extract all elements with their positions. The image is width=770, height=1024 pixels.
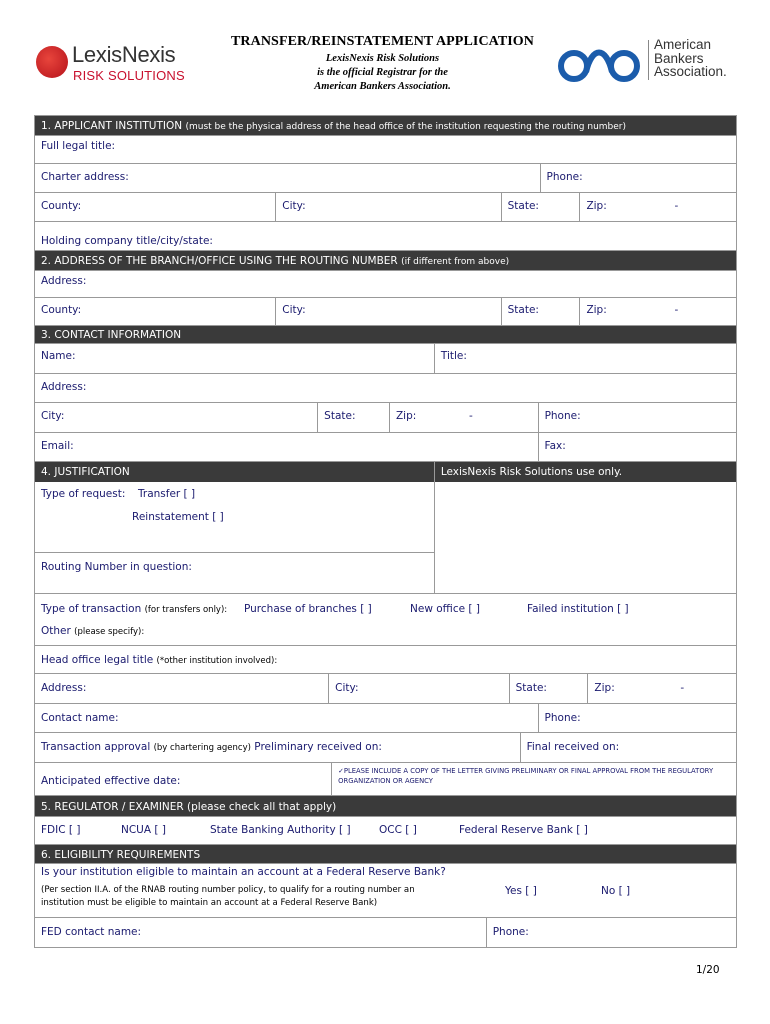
section-1-note: (must be the physical address of the head office of the institution requesting the routing number) (185, 122, 626, 132)
s3-state-label: State: (324, 410, 356, 422)
s1-phone-label: Phone: (546, 171, 583, 183)
s1-phone-field[interactable] (541, 164, 736, 192)
new-office-checkbox[interactable]: New office [ ] (410, 603, 480, 615)
s3-zip-dash: - (468, 410, 473, 422)
s1-zip-label: Zip: (586, 200, 607, 212)
section-1-heading (35, 116, 736, 136)
s4-zip-field[interactable] (588, 674, 736, 703)
section-4-heading (35, 462, 435, 482)
fed-phone-field[interactable] (487, 918, 736, 947)
by-agency-note: (by chartering agency) (153, 743, 251, 753)
s3-name-field[interactable] (35, 344, 435, 373)
aba-logo (556, 38, 736, 88)
lexis-logo-sub: RISK SOLUTIONS (73, 68, 185, 83)
s4-address-label: Address: (41, 682, 87, 694)
application-form (34, 115, 737, 948)
transaction-type-field (35, 594, 736, 646)
head-office-label: Head office legal title (41, 654, 154, 666)
s1-county-field[interactable] (35, 193, 276, 221)
aba-line-3: Association. (654, 64, 727, 79)
s4-address-field[interactable] (35, 674, 329, 703)
section-2-note: (if different from above) (401, 257, 510, 267)
transaction-type-label: Type of transaction (41, 603, 142, 615)
s3-email-field[interactable] (35, 433, 539, 461)
s2-zip-label: Zip: (586, 304, 607, 316)
s3-title-field[interactable] (435, 344, 736, 373)
effective-date-label: Anticipated effective date: (41, 775, 181, 787)
approval-letter-note: ✓PLEASE INCLUDE A COPY OF THE LETTER GIVING PRELIMINARY OR FINAL APPROVAL FROM THE REGULATORY ORGANIZATION OR AGENCY (338, 767, 714, 785)
s4-city-label: City: (335, 682, 359, 694)
section-6-title: 6. ELIGIBILITY REQUIREMENTS (41, 849, 201, 861)
subtitle-line-3: American Bankers Association. (314, 81, 451, 92)
section-6-heading (35, 845, 736, 864)
type-of-request-field (35, 482, 434, 553)
eligibility-yes-checkbox[interactable]: Yes [ ] (505, 885, 537, 897)
s4-city-field[interactable] (329, 674, 509, 703)
preliminary-received-field[interactable] (35, 733, 521, 762)
routing-number-field[interactable] (35, 553, 434, 593)
page-header (0, 0, 770, 115)
title-block (225, 34, 540, 94)
fed-phone-label: Phone: (492, 926, 529, 938)
eligibility-question-text: Is your institution eligible to maintain an account at a Federal Reserve Bank? (41, 866, 446, 878)
purchase-branches-checkbox[interactable]: Purchase of branches [ ] (244, 603, 372, 615)
lexisnexis-globe-icon (36, 46, 68, 78)
s3-zip-label: Zip: (395, 410, 417, 422)
head-office-field[interactable] (35, 646, 736, 673)
s2-state-label: State: (507, 304, 539, 316)
s1-city-field[interactable] (276, 193, 501, 221)
routing-number-label: Routing Number in question: (41, 561, 192, 573)
s2-zip-field[interactable] (580, 298, 736, 325)
ncua-checkbox[interactable]: NCUA [ ] (121, 824, 166, 836)
section-5-title: 5. REGULATOR / EXAMINER (please check all that apply) (41, 801, 337, 813)
page-title: TRANSFER/REINSTATEMENT APPLICATION (230, 34, 535, 49)
subtitle-line-1: LexisNexis Risk Solutions (325, 53, 440, 64)
other-label: Other (41, 625, 71, 637)
s4-phone-label: Phone: (544, 712, 581, 724)
regulator-options (35, 817, 736, 845)
s3-state-field[interactable] (318, 403, 390, 432)
aba-text (654, 38, 727, 79)
s4-state-label: State: (515, 682, 547, 694)
section-3-heading (35, 326, 736, 344)
fed-contact-field[interactable] (35, 918, 487, 947)
full-legal-title-label: Full legal title: (41, 140, 116, 152)
s3-phone-field[interactable] (539, 403, 736, 432)
s2-state-field[interactable] (502, 298, 581, 325)
section-1-title: 1. APPLICANT INSTITUTION (41, 120, 183, 132)
transaction-approval-label: Transaction approval (41, 741, 151, 753)
lexisnexis-logo (36, 40, 196, 86)
s1-city-label: City: (282, 200, 306, 212)
section-3-title: 3. CONTACT INFORMATION (41, 329, 182, 341)
s2-county-label: County: (41, 304, 82, 316)
state-banking-checkbox[interactable]: State Banking Authority [ ] (210, 824, 351, 836)
federal-reserve-checkbox[interactable]: Federal Reserve Bank [ ] (459, 824, 588, 836)
final-received-label: Final received on: (526, 741, 620, 753)
transfer-checkbox[interactable]: Transfer [ ] (138, 488, 196, 500)
s3-fax-label: Fax: (544, 440, 566, 452)
s2-address-field[interactable] (35, 271, 736, 297)
eligibility-question (35, 864, 736, 918)
please-specify-note: (please specify): (74, 627, 145, 637)
aba-line-1: American (654, 37, 712, 52)
s4-contact-field[interactable] (35, 704, 539, 732)
s4-zip-label: Zip: (594, 682, 615, 694)
aba-separator (648, 40, 649, 80)
section-4-title: 4. JUSTIFICATION (41, 466, 130, 478)
failed-institution-checkbox[interactable]: Failed institution [ ] (527, 603, 629, 615)
holding-company-label: Holding company title/city/state: (41, 235, 213, 247)
s3-city-field[interactable] (35, 403, 318, 432)
s3-name-label: Name: (41, 350, 76, 362)
final-received-field[interactable] (521, 733, 736, 762)
s3-address-field[interactable] (35, 374, 736, 402)
s3-fax-field[interactable] (539, 433, 736, 461)
s2-county-field[interactable] (35, 298, 276, 325)
s1-county-label: County: (41, 200, 82, 212)
occ-checkbox[interactable]: OCC [ ] (379, 824, 417, 836)
s4-contact-label: Contact name: (41, 712, 119, 724)
fdic-checkbox[interactable]: FDIC [ ] (41, 824, 81, 836)
aba-line-2: Bankers (654, 50, 704, 66)
s3-city-label: City: (41, 410, 65, 422)
type-of-request-label: Type of request: (41, 488, 126, 500)
s2-address-label: Address: (41, 275, 87, 287)
full-legal-title-field[interactable] (35, 136, 736, 163)
fed-contact-label: FED contact name: (41, 926, 142, 938)
section-2-title: 2. ADDRESS OF THE BRANCH/OFFICE USING THE ROUTING NUMBER (41, 255, 398, 267)
s2-city-field[interactable] (276, 298, 501, 325)
use-only-heading (435, 462, 736, 482)
section-5-heading (35, 796, 736, 817)
effective-date-field[interactable] (35, 763, 332, 795)
use-only-box (435, 482, 736, 593)
s2-zip-dash: - (674, 304, 679, 316)
preliminary-label: Preliminary received on: (254, 741, 382, 753)
other-institution-note: (*other institution involved): (156, 656, 278, 666)
s2-city-label: City: (282, 304, 306, 316)
s3-email-label: Email: (41, 440, 74, 452)
s1-state-field[interactable] (502, 193, 581, 221)
lexis-logo-name: LexisNexis (72, 42, 176, 67)
reinstatement-checkbox[interactable]: Reinstatement [ ] (132, 511, 224, 523)
charter-address-label: Charter address: (41, 171, 129, 183)
s3-address-label: Address: (41, 381, 87, 393)
s1-zip-field[interactable] (580, 193, 736, 221)
subtitle-line-2: is the official Registrar for the (317, 67, 448, 78)
eligibility-note: (Per section II.A. of the RNAB routing number policy, to qualify for a routing number an institution must be eligible to maintain an account at a Federal Reserve Bank) (41, 885, 415, 908)
s4-phone-field[interactable] (539, 704, 736, 732)
holding-company-field[interactable] (35, 222, 736, 250)
section-2-heading (35, 251, 736, 271)
s4-state-field[interactable] (510, 674, 589, 703)
s3-zip-field[interactable] (390, 403, 539, 432)
eligibility-no-checkbox[interactable]: No [ ] (601, 885, 631, 897)
s1-zip-dash: - (674, 200, 679, 212)
s3-title-label: Title: (440, 350, 467, 362)
s3-phone-label: Phone: (544, 410, 581, 422)
aba-mark-icon (556, 42, 642, 82)
for-transfers-note: (for transfers only): (144, 605, 228, 615)
page-number: 1/20 (696, 964, 720, 976)
s1-state-label: State: (507, 200, 539, 212)
charter-address-field[interactable] (35, 164, 541, 192)
use-only-label: LexisNexis Risk Solutions use only. (440, 466, 623, 478)
s4-zip-dash: - (680, 682, 685, 694)
